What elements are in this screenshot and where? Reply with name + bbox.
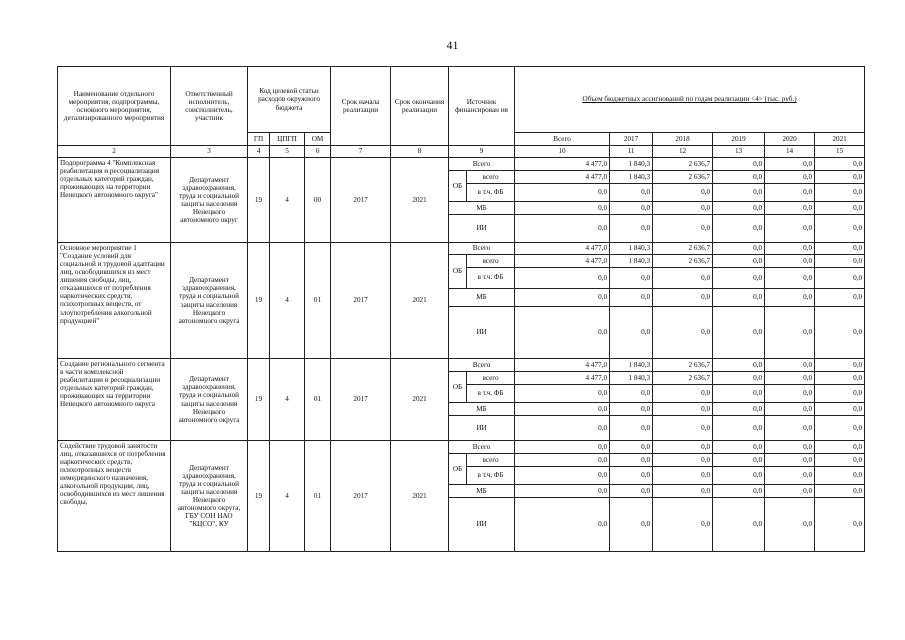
column-number: 5 [270, 146, 305, 158]
amount-2017: 0,0 [610, 202, 653, 215]
amount-2017: 0,0 [610, 498, 653, 552]
amount-2019: 0,0 [713, 307, 765, 359]
source-total: Всего [449, 158, 515, 171]
amount-2018: 0,0 [653, 202, 713, 215]
table-row [58, 158, 865, 171]
amount-2018: 2 636,7 [653, 255, 713, 268]
amount-2018: 2 636,7 [653, 359, 713, 372]
end-year: 2021 [391, 158, 449, 243]
amount-total: 0,0 [515, 184, 610, 202]
amount-2020: 0,0 [765, 184, 815, 202]
amount-2020: 0,0 [765, 454, 815, 467]
amount-total: 4 477,0 [515, 158, 610, 171]
header-executor: Ответственный исполнитель, соисполнитель, участник [171, 67, 248, 146]
source-ob: ОБ [449, 255, 467, 289]
amount-2017: 0,0 [610, 416, 653, 441]
amount-2018: 0,0 [653, 289, 713, 307]
code-ctgp: 4 [270, 158, 305, 243]
header-2019: 2019 [713, 133, 765, 146]
header-source: Источник финансирован ия [449, 67, 515, 146]
source-ob: ОБ [449, 454, 467, 485]
amount-2020: 0,0 [765, 467, 815, 485]
column-number: 7 [331, 146, 391, 158]
code-gp: 19 [248, 359, 270, 441]
amount-2017: 0,0 [610, 454, 653, 467]
source-mb: МБ [449, 289, 515, 307]
column-number: 12 [653, 146, 713, 158]
executor: Департамент здравоохранения, труда и социальной защиты населения Ненецкого автономного округа, ГБУ СОН НАО "КЦСО", КУ [171, 441, 248, 552]
amount-2018: 0,0 [653, 215, 713, 243]
amount-total: 0,0 [515, 485, 610, 498]
amount-2017: 0,0 [610, 307, 653, 359]
column-number-row [58, 146, 865, 158]
amount-2018: 0,0 [653, 441, 713, 454]
amount-2020: 0,0 [765, 289, 815, 307]
source-ii: ИИ [449, 307, 515, 359]
header-code: Код целевой статьи расходов окружного бюджета [248, 67, 331, 133]
executor: Департамент здравоохранения, труда и социальной защиты населения Ненецкого автономного округ [171, 158, 248, 243]
amount-2017: 0,0 [610, 289, 653, 307]
table-row [58, 243, 865, 255]
amount-2019: 0,0 [713, 243, 765, 255]
amount-2019: 0,0 [713, 255, 765, 268]
amount-2019: 0,0 [713, 289, 765, 307]
amount-2020: 0,0 [765, 268, 815, 289]
header-2021: 2021 [815, 133, 865, 146]
amount-total: 0,0 [515, 467, 610, 485]
amount-total: 0,0 [515, 215, 610, 243]
amount-2021: 0,0 [815, 454, 865, 467]
amount-2021: 0,0 [815, 268, 865, 289]
source-total: Всего [449, 243, 515, 255]
table-row [58, 441, 865, 454]
amount-2021: 0,0 [815, 158, 865, 171]
executor: Департамент здравоохранения, труда и социальной защиты населения Ненецкого автономного округа [171, 359, 248, 441]
amount-2018: 0,0 [653, 385, 713, 403]
amount-2017: 1 840,3 [610, 372, 653, 385]
amount-2020: 0,0 [765, 441, 815, 454]
header-om: ОМ [305, 133, 331, 146]
amount-2021: 0,0 [815, 359, 865, 372]
amount-2020: 0,0 [765, 416, 815, 441]
amount-2019: 0,0 [713, 171, 765, 184]
column-number: 10 [515, 146, 610, 158]
amount-2020: 0,0 [765, 243, 815, 255]
column-number: 15 [815, 146, 865, 158]
code-gp: 19 [248, 441, 270, 552]
amount-total: 0,0 [515, 454, 610, 467]
amount-2017: 1 840,3 [610, 171, 653, 184]
header-gp: ГП [248, 133, 270, 146]
column-number: 9 [449, 146, 515, 158]
amount-2020: 0,0 [765, 158, 815, 171]
amount-2021: 0,0 [815, 372, 865, 385]
amount-2017: 0,0 [610, 268, 653, 289]
source-ob: ОБ [449, 171, 467, 202]
amount-2019: 0,0 [713, 403, 765, 416]
amount-2020: 0,0 [765, 385, 815, 403]
amount-2018: 0,0 [653, 467, 713, 485]
source-total: Всего [449, 441, 515, 454]
header-start: Срок начала реализации [331, 67, 391, 146]
header-ctgp: ЦПГП [270, 133, 305, 146]
budget-table [57, 66, 865, 552]
code-om: 01 [305, 441, 331, 552]
start-year: 2017 [331, 441, 391, 552]
measure-name: Подпрограмма 4 "Комплексная реабилитация и ресоциализация отдельных категорий граждан, проживающих на территории Ненецкого автономного округа" [58, 158, 171, 243]
amount-total: 0,0 [515, 307, 610, 359]
amount-2018: 0,0 [653, 454, 713, 467]
amount-2021: 0,0 [815, 202, 865, 215]
column-number: 6 [305, 146, 331, 158]
start-year: 2017 [331, 243, 391, 359]
amount-2020: 0,0 [765, 307, 815, 359]
amount-total: 0,0 [515, 403, 610, 416]
amount-2019: 0,0 [713, 158, 765, 171]
source-mb: МБ [449, 485, 515, 498]
amount-total: 4 477,0 [515, 243, 610, 255]
amount-2018: 0,0 [653, 184, 713, 202]
column-number: 13 [713, 146, 765, 158]
amount-total: 0,0 [515, 385, 610, 403]
amount-2021: 0,0 [815, 498, 865, 552]
column-number: 8 [391, 146, 449, 158]
amount-2017: 1 840,3 [610, 255, 653, 268]
amount-2019: 0,0 [713, 202, 765, 215]
amount-2017: 0,0 [610, 485, 653, 498]
amount-2020: 0,0 [765, 403, 815, 416]
amount-total: 4 477,0 [515, 359, 610, 372]
source-total-ob: всего [467, 454, 515, 467]
executor: Департамент здравоохранения, труда и социальной защиты населения Ненецкого автономного округа [171, 243, 248, 359]
column-number: 11 [610, 146, 653, 158]
source-ii: ИИ [449, 498, 515, 552]
amount-2017: 0,0 [610, 441, 653, 454]
amount-2018: 0,0 [653, 416, 713, 441]
amount-2021: 0,0 [815, 416, 865, 441]
source-ii: ИИ [449, 215, 515, 243]
code-gp: 19 [248, 158, 270, 243]
amount-2020: 0,0 [765, 359, 815, 372]
amount-2020: 0,0 [765, 255, 815, 268]
measure-name: Содействие трудовой занятости лиц, отказавшихся от потребления наркотических средств, психотропных веществ немедицинского назначения, алкогольной продукции, лиц, освободившихся из мест лишения свободы, [58, 441, 171, 552]
amount-2020: 0,0 [765, 215, 815, 243]
amount-2018: 0,0 [653, 498, 713, 552]
amount-2019: 0,0 [713, 454, 765, 467]
amount-2019: 0,0 [713, 372, 765, 385]
header-budget: Объем бюджетных ассигнований по годам реализации <4> (тыс. руб.) [515, 67, 865, 133]
amount-total: 4 477,0 [515, 171, 610, 184]
column-number: 14 [765, 146, 815, 158]
source-fb: в т.ч. ФБ [467, 385, 515, 403]
amount-2017: 1 840,3 [610, 359, 653, 372]
amount-2017: 0,0 [610, 467, 653, 485]
amount-2021: 0,0 [815, 307, 865, 359]
source-total-ob: всего [467, 372, 515, 385]
amount-2021: 0,0 [815, 243, 865, 255]
measure-name: Создание регионального сегмента в части комплексной реабилитации и ресоциализации отдельных категорий граждан, проживающих на территории Ненецкого автономного округа [58, 359, 171, 441]
amount-total: 0,0 [515, 268, 610, 289]
column-number: 2 [58, 146, 171, 158]
amount-2019: 0,0 [713, 467, 765, 485]
amount-2018: 0,0 [653, 307, 713, 359]
amount-2018: 0,0 [653, 268, 713, 289]
amount-2018: 0,0 [653, 485, 713, 498]
end-year: 2021 [391, 359, 449, 441]
amount-2019: 0,0 [713, 359, 765, 372]
amount-2019: 0,0 [713, 416, 765, 441]
page-number: 41 [446, 38, 459, 52]
source-total-ob: всего [467, 255, 515, 268]
amount-2021: 0,0 [815, 289, 865, 307]
end-year: 2021 [391, 441, 449, 552]
amount-2017: 1 840,3 [610, 158, 653, 171]
header-2020: 2020 [765, 133, 815, 146]
amount-2018: 2 636,7 [653, 158, 713, 171]
amount-total: 0,0 [515, 202, 610, 215]
amount-total: 0,0 [515, 498, 610, 552]
amount-2020: 0,0 [765, 498, 815, 552]
amount-2017: 0,0 [610, 215, 653, 243]
amount-2017: 1 840,3 [610, 243, 653, 255]
source-mb: МБ [449, 202, 515, 215]
amount-2017: 0,0 [610, 403, 653, 416]
amount-2018: 2 636,7 [653, 243, 713, 255]
amount-2019: 0,0 [713, 385, 765, 403]
amount-2021: 0,0 [815, 385, 865, 403]
amount-2019: 0,0 [713, 268, 765, 289]
code-om: 01 [305, 359, 331, 441]
source-fb: в т.ч. ФБ [467, 467, 515, 485]
amount-2018: 2 636,7 [653, 372, 713, 385]
header-end: Срок окончания реализации [391, 67, 449, 146]
amount-2020: 0,0 [765, 372, 815, 385]
amount-2018: 0,0 [653, 403, 713, 416]
amount-2021: 0,0 [815, 255, 865, 268]
header-total: Всего [515, 133, 610, 146]
amount-2019: 0,0 [713, 498, 765, 552]
code-ctgp: 4 [270, 243, 305, 359]
amount-2017: 0,0 [610, 385, 653, 403]
amount-total: 0,0 [515, 416, 610, 441]
source-ii: ИИ [449, 416, 515, 441]
amount-total: 0,0 [515, 441, 610, 454]
start-year: 2017 [331, 359, 391, 441]
amount-2021: 0,0 [815, 485, 865, 498]
measure-name: Основное мероприятие 1 "Создание условий для социальной и трудовой адаптации лиц, освободившихся из мест лишения свободы, лиц, отказавшихся от потребления наркотических средств, психотропных веществ, от злоупотребления алкогольной продукцией" [58, 243, 171, 359]
header-2018: 2018 [653, 133, 713, 146]
table-row [58, 359, 865, 372]
amount-2021: 0,0 [815, 467, 865, 485]
amount-2020: 0,0 [765, 202, 815, 215]
code-om: 00 [305, 158, 331, 243]
amount-2021: 0,0 [815, 441, 865, 454]
amount-2020: 0,0 [765, 485, 815, 498]
amount-2017: 0,0 [610, 184, 653, 202]
amount-total: 4 477,0 [515, 372, 610, 385]
amount-2019: 0,0 [713, 184, 765, 202]
amount-total: 4 477,0 [515, 255, 610, 268]
end-year: 2021 [391, 243, 449, 359]
amount-total: 0,0 [515, 289, 610, 307]
amount-2021: 0,0 [815, 215, 865, 243]
amount-2019: 0,0 [713, 485, 765, 498]
amount-2018: 2 636,7 [653, 171, 713, 184]
amount-2020: 0,0 [765, 171, 815, 184]
start-year: 2017 [331, 158, 391, 243]
column-number: 4 [248, 146, 270, 158]
code-ctgp: 4 [270, 441, 305, 552]
source-ob: ОБ [449, 372, 467, 403]
amount-2021: 0,0 [815, 171, 865, 184]
amount-2019: 0,0 [713, 441, 765, 454]
source-mb: МБ [449, 403, 515, 416]
code-gp: 19 [248, 243, 270, 359]
source-fb: в т.ч. ФБ [467, 184, 515, 202]
source-total-ob: всего [467, 171, 515, 184]
amount-2021: 0,0 [815, 403, 865, 416]
column-number: 3 [171, 146, 248, 158]
source-fb: в т.ч. ФБ [467, 268, 515, 289]
code-ctgp: 4 [270, 359, 305, 441]
header-2017: 2017 [610, 133, 653, 146]
header-name: Наименование отдельного мероприятия, подпрограммы, основного мероприятия, детализированного мероприятия [58, 67, 171, 146]
code-om: 01 [305, 243, 331, 359]
source-total: Всего [449, 359, 515, 372]
amount-2019: 0,0 [713, 215, 765, 243]
amount-2021: 0,0 [815, 184, 865, 202]
